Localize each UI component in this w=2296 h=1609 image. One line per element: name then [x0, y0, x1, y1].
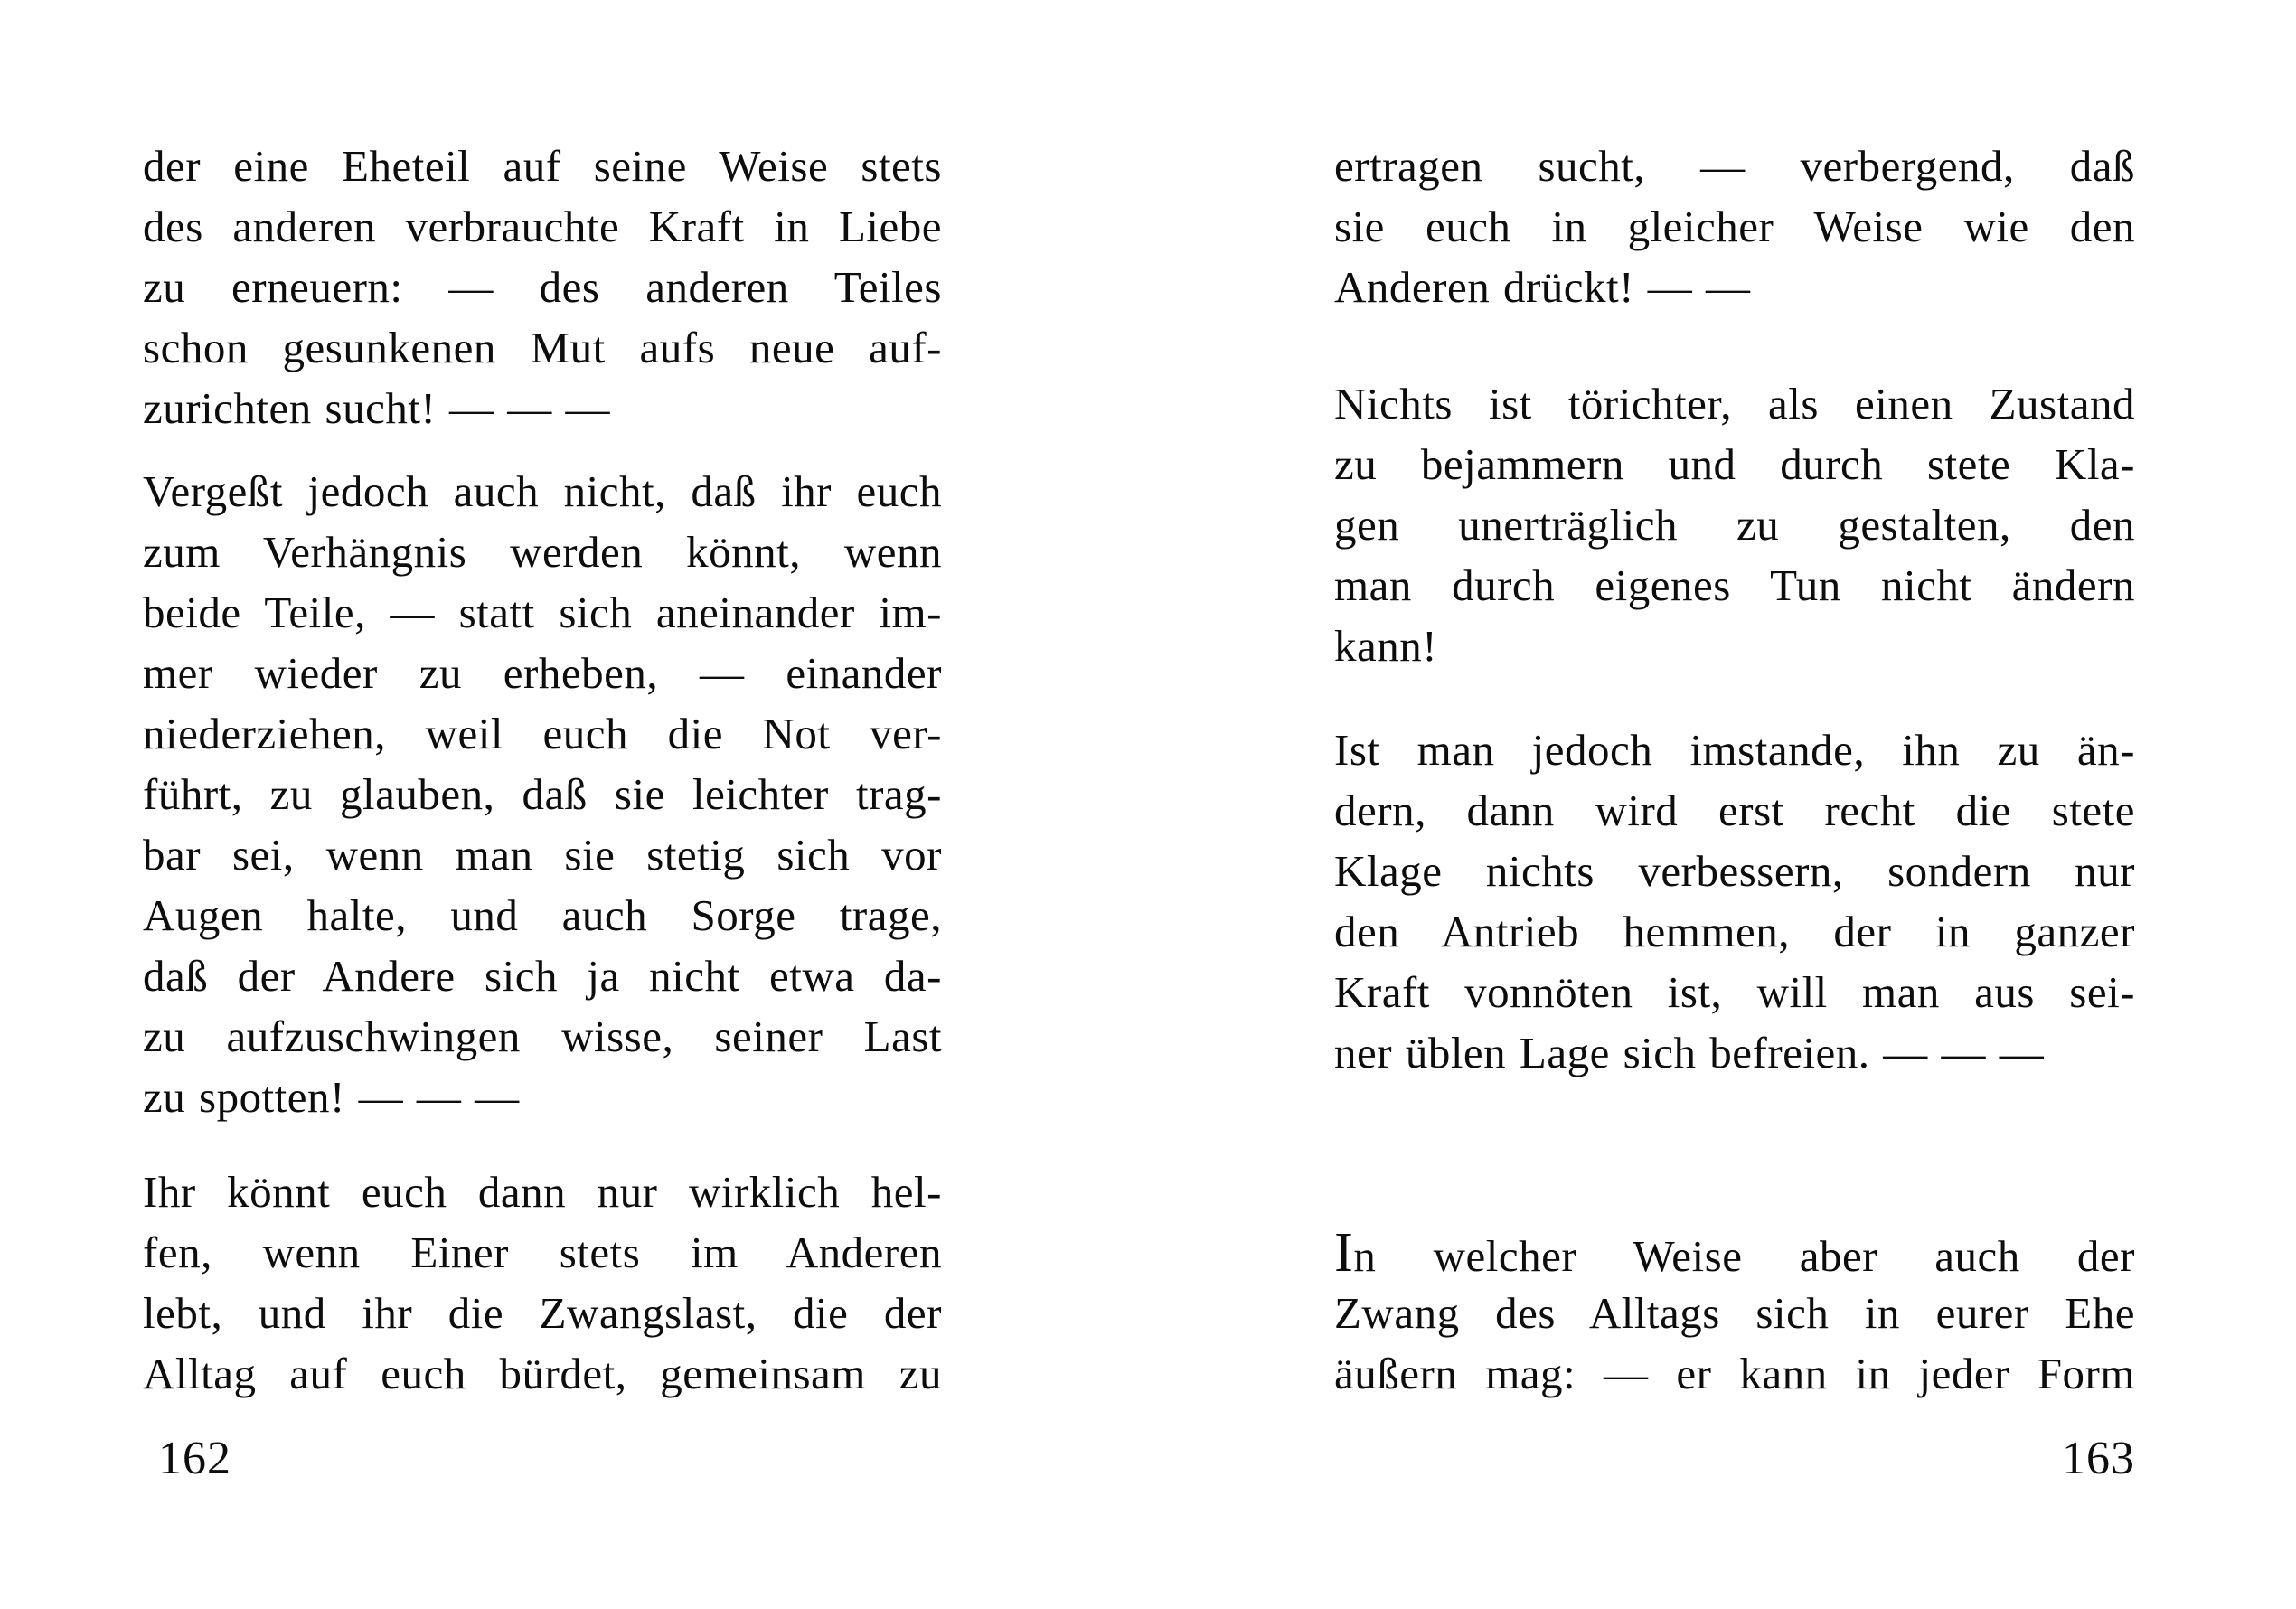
page-number: 163 — [2062, 1433, 2135, 1484]
text-line: sie euch in gleicher Weise wie den — [1334, 202, 2135, 251]
paragraph — [143, 136, 942, 438]
paragraph — [143, 1162, 942, 1404]
text-line: Klage nichts verbessern, sondern nur — [1334, 846, 2135, 896]
text-line: zu erneuern: — des anderen Teiles — [143, 262, 942, 312]
text-line: gen unerträglich zu gestalten, den — [1334, 500, 2135, 550]
right-text-column — [1334, 136, 2135, 1404]
text-line: lebt, und ihr die Zwangslast, die der — [143, 1288, 942, 1338]
text-line: zurichten sucht! — — — — [143, 383, 611, 433]
text-line: ertragen sucht, — verbergend, daß — [1334, 141, 2135, 191]
text-line: Zwang des Alltags sich in eurer Ehe — [1334, 1288, 2135, 1338]
paragraph — [1334, 1222, 2135, 1404]
text-line: den Antrieb hemmen, der in ganzer — [1334, 907, 2135, 956]
text-line: Anderen drückt! — — — [1334, 262, 1751, 312]
text-line: In welcher Weise aber auch der — [1334, 1220, 2135, 1284]
paragraph — [143, 461, 942, 1127]
text-line: zum Verhängnis werden könnt, wenn — [143, 527, 942, 577]
page-number: 162 — [158, 1433, 231, 1484]
paragraph — [1334, 720, 2135, 1083]
text-line: Ist man jedoch imstande, ihn zu än- — [1334, 725, 2135, 775]
text-line: des anderen verbrauchte Kraft in Liebe — [143, 202, 942, 251]
text-line: beide Teile, — statt sich aneinander im- — [143, 588, 942, 637]
text-line: fen, wenn Einer stets im Anderen — [143, 1228, 942, 1277]
text-line: mer wieder zu erheben, — einander — [143, 648, 942, 698]
text-line: äußern mag: — er kann in jeder Form — [1334, 1349, 2135, 1398]
text-line: führt, zu glauben, daß sie leichter trag- — [143, 769, 942, 819]
text-line: zu spotten! — — — — [143, 1072, 520, 1122]
text-line: Nichts ist törichter, als einen Zustand — [1334, 379, 2135, 428]
text-line: man durch eigenes Tun nicht ändern — [1334, 560, 2135, 610]
text-line: Vergeßt jedoch auch nicht, daß ihr euch — [143, 466, 942, 516]
text-line: Alltag auf euch bürdet, gemeinsam zu — [143, 1349, 942, 1398]
text-line: niederziehen, weil euch die Not ver- — [143, 709, 942, 758]
paragraph — [1334, 373, 2135, 676]
text-line: Kraft vonnöten ist, will man aus sei- — [1334, 967, 2135, 1017]
text-line: Ihr könnt euch dann nur wirklich hel- — [143, 1167, 942, 1217]
paragraph — [1334, 136, 2135, 317]
left-text-column — [143, 136, 942, 1404]
text-line: Augen halte, und auch Sorge trage, — [143, 890, 942, 940]
text-line: kann! — [1334, 621, 1438, 671]
text-line: daß der Andere sich ja nicht etwa da- — [143, 951, 942, 1001]
text-line: zu aufzuschwingen wisse, seiner Last — [143, 1012, 942, 1061]
text-line: bar sei, wenn man sie stetig sich vor — [143, 830, 942, 880]
text-line: der eine Eheteil auf seine Weise stets — [143, 141, 942, 191]
text-line: dern, dann wird erst recht die stete — [1334, 786, 2135, 835]
text-line: ner üblen Lage sich befreien. — — — — [1334, 1028, 2045, 1077]
text-line: zu bejammern und durch stete Kla- — [1334, 439, 2135, 489]
text-line: schon gesunkenen Mut aufs neue auf- — [143, 323, 942, 372]
